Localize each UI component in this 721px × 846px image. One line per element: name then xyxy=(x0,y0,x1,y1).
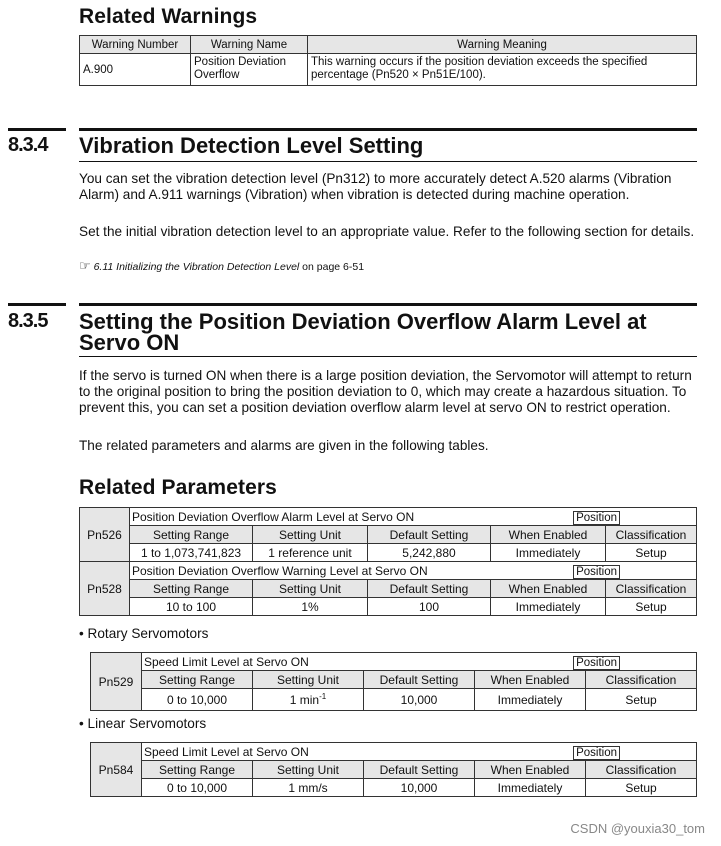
param-tag-cell xyxy=(491,562,697,580)
col-header: Classification xyxy=(606,580,697,598)
bullet-item: • Linear Servomotors xyxy=(79,716,207,731)
param-value: Setup xyxy=(586,779,697,797)
parameter-table-pn584 xyxy=(90,742,697,797)
col-header: Setting Unit xyxy=(253,526,368,544)
param-value: 10 to 100 xyxy=(130,598,253,616)
param-tag-cell xyxy=(475,653,697,671)
bullet-label: Rotary Servomotors xyxy=(87,626,209,641)
section-title-line1: Setting the Position Deviation Overflow Alarm Level at xyxy=(79,309,647,334)
position-tag: Position xyxy=(573,656,620,670)
param-value: 0 to 10,000 xyxy=(142,779,253,797)
col-header: Setting Unit xyxy=(253,671,364,689)
cross-reference-link[interactable] xyxy=(79,258,364,274)
related-warnings-heading: Related Warnings xyxy=(79,5,258,28)
param-value-unit xyxy=(253,689,364,711)
section-title-underline xyxy=(79,161,697,162)
col-header: Setting Range xyxy=(142,671,253,689)
col-header: Classification xyxy=(586,761,697,779)
param-value: 1 mm/s xyxy=(253,779,364,797)
param-tag-cell xyxy=(475,743,697,761)
param-value: 10,000 xyxy=(364,689,475,711)
param-number: Pn584 xyxy=(91,743,142,797)
position-tag: Position xyxy=(573,511,620,525)
parameter-table-pn529 xyxy=(90,652,697,711)
param-number: Pn526 xyxy=(80,508,130,562)
param-value: Setup xyxy=(586,689,697,711)
col-header: When Enabled xyxy=(475,671,586,689)
param-name: Position Deviation Overflow Alarm Level at Servo ON xyxy=(130,508,491,526)
table-row xyxy=(80,598,697,616)
col-header: Default Setting xyxy=(364,761,475,779)
watermark: CSDN @youxia30_tom xyxy=(570,821,705,836)
col-header: Setting Range xyxy=(130,580,253,598)
paragraph: The related parameters and alarms are given in the following tables. xyxy=(79,438,489,453)
param-value: 0 to 10,000 xyxy=(142,689,253,711)
warn-name: Position Deviation Overflow xyxy=(191,54,308,86)
section-title-line2: Servo ON xyxy=(79,330,180,355)
param-name: Speed Limit Level at Servo ON xyxy=(142,743,475,761)
param-value: Setup xyxy=(606,598,697,616)
warn-col-name: Warning Name xyxy=(191,36,308,54)
col-header: Default Setting xyxy=(368,580,491,598)
col-header: When Enabled xyxy=(475,761,586,779)
col-header: Default Setting xyxy=(368,526,491,544)
position-tag: Position xyxy=(573,746,620,760)
section-number: 8.3.5 xyxy=(8,310,48,332)
warnings-table xyxy=(79,35,697,86)
warn-col-meaning: Warning Meaning xyxy=(308,36,697,54)
param-value: 100 xyxy=(368,598,491,616)
param-number: Pn528 xyxy=(80,562,130,616)
col-header: When Enabled xyxy=(491,526,606,544)
param-name: Speed Limit Level at Servo ON xyxy=(142,653,475,671)
param-value: Immediately xyxy=(491,544,606,562)
section-rule xyxy=(79,128,697,131)
param-number: Pn529 xyxy=(91,653,142,711)
col-header: Setting Unit xyxy=(253,580,368,598)
param-value: 10,000 xyxy=(364,779,475,797)
related-parameters-heading: Related Parameters xyxy=(79,476,277,499)
pointing-hand-icon: ☞ xyxy=(79,258,91,273)
section-rule-left xyxy=(8,128,66,131)
table-row xyxy=(80,54,697,86)
warn-number: A.900 xyxy=(80,54,191,86)
param-value: Immediately xyxy=(491,598,606,616)
col-header: Classification xyxy=(606,526,697,544)
param-value: Immediately xyxy=(475,779,586,797)
section-rule xyxy=(79,303,697,306)
section-rule-left xyxy=(8,303,66,306)
unit-superscript: -1 xyxy=(319,692,327,701)
paragraph: Set the initial vibration detection level to an appropriate value. Refer to the following section for details. xyxy=(79,224,695,239)
reference-title: 6.11 Initializing the Vibration Detection Level xyxy=(93,261,300,273)
param-value: 1 to 1,073,741,823 xyxy=(130,544,253,562)
table-row xyxy=(91,779,697,797)
param-value: 5,242,880 xyxy=(368,544,491,562)
col-header: Setting Range xyxy=(130,526,253,544)
section-title: Vibration Detection Level Setting xyxy=(79,133,424,158)
warn-col-number: Warning Number xyxy=(80,36,191,54)
unit-text: 1 min xyxy=(289,693,320,707)
warn-meaning: This warning occurs if the position deviation exceeds the specified percentage (Pn520 × Pn51E/100). xyxy=(308,54,697,86)
param-value: 1% xyxy=(253,598,368,616)
param-tag-cell xyxy=(491,508,697,526)
col-header: Setting Unit xyxy=(253,761,364,779)
param-value: 1 reference unit xyxy=(253,544,368,562)
parameter-table-pn526-pn528 xyxy=(79,507,697,616)
col-header: Setting Range xyxy=(142,761,253,779)
param-value: Immediately xyxy=(475,689,586,711)
col-header: Default Setting xyxy=(364,671,475,689)
section-number: 8.3.4 xyxy=(8,134,48,156)
reference-page: on page 6-51 xyxy=(299,261,365,273)
paragraph: You can set the vibration detection level (Pn312) to more accurately detect A.520 alarms (Vibration Alarm) and A.911 warnings (Vibration) when vibration is detected during machine operation. xyxy=(79,171,672,202)
col-header: When Enabled xyxy=(491,580,606,598)
section-title-underline xyxy=(79,356,697,357)
paragraph: If the servo is turned ON when there is a large position deviation, the Servomotor will attempt to return to the original position to bring the position deviation to 0, which may create a hazardous situation. To prevent this, you can set a position deviation overflow alarm level at servo ON to restrict operation. xyxy=(79,368,692,415)
bullet-item: • Rotary Servomotors xyxy=(79,626,209,641)
param-name: Position Deviation Overflow Warning Level at Servo ON xyxy=(130,562,491,580)
table-row xyxy=(80,544,697,562)
col-header: Classification xyxy=(586,671,697,689)
position-tag: Position xyxy=(573,565,620,579)
bullet-label: Linear Servomotors xyxy=(87,716,207,731)
table-row xyxy=(91,689,697,711)
param-value: Setup xyxy=(606,544,697,562)
